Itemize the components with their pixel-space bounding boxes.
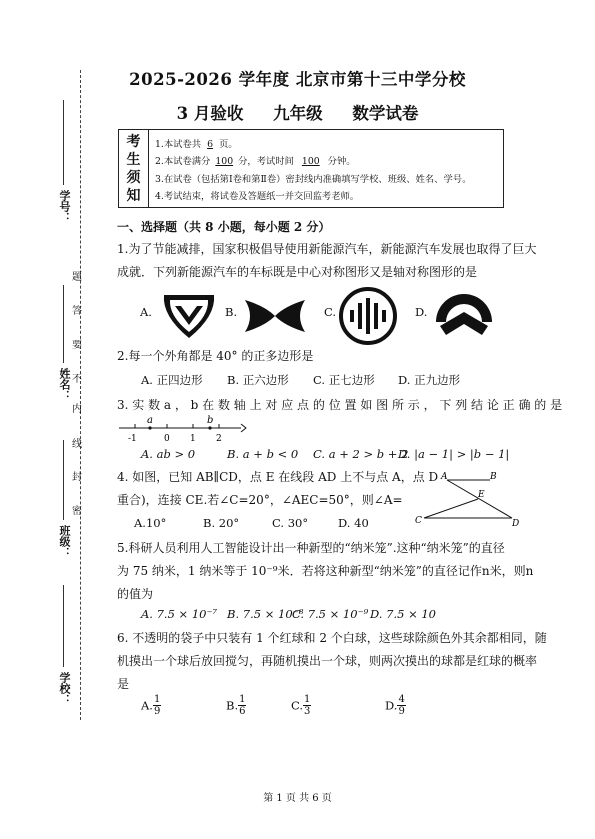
q2-option-d: D. 正九边形 xyxy=(398,373,461,387)
parallel-lines-figure xyxy=(412,470,522,528)
exam-title: 2025-2026 学年度 北京市第十三中学分校 xyxy=(129,70,466,89)
exam-subtitle xyxy=(0,100,595,124)
q2-option-c: C. 正七边形 xyxy=(313,373,375,387)
q1-option-a-label: A. xyxy=(140,305,152,319)
tick-label: 1 xyxy=(190,434,196,444)
q6-option-c: $C.\frac{1}{3}$ xyxy=(291,694,311,717)
q1-option-d-label: D. xyxy=(415,305,428,319)
notice-heading-char: 生 xyxy=(126,152,141,168)
q1-option-b-label: B. xyxy=(225,305,238,319)
notice-heading-char: 须 xyxy=(126,170,141,186)
seal-char: 密 xyxy=(72,506,82,517)
question-6-text-3: 是 xyxy=(117,677,130,691)
number-line-figure xyxy=(117,414,247,444)
tick-label: 2 xyxy=(216,434,222,444)
tick-label: -1 xyxy=(128,434,137,444)
seal-char: 封 xyxy=(72,472,82,483)
seal-char: 题 xyxy=(72,272,82,283)
notice-heading-char: 考 xyxy=(126,134,141,150)
class-label: 班级： xyxy=(58,525,71,558)
class-field[interactable] xyxy=(63,440,64,520)
seal-char: 答 xyxy=(72,306,82,317)
notice-line-2: 2.本试卷满分 100 分，考试时间 100 分钟。 xyxy=(155,156,356,168)
logo-circle-bars-icon xyxy=(338,286,398,346)
seal-line xyxy=(80,70,81,720)
seal-char: 要 xyxy=(72,340,82,351)
q5-option-d: D. 7.5 × 10 xyxy=(370,607,436,621)
figure-label-b: B xyxy=(490,472,497,482)
seal-char: 不 xyxy=(72,374,82,385)
q6-option-a: $A.\frac{1}{9}$ xyxy=(141,694,161,717)
q5-option-a: A. 7.5 × 10⁻⁷ xyxy=(141,607,218,621)
question-5-text-2: 为 75 纳米，1 纳米等于 10⁻⁹米．若将这种新型“纳米笼”的直径记作n米，则n xyxy=(117,564,534,578)
figure-label-d: D xyxy=(512,519,520,528)
point-a-label: a xyxy=(147,415,153,426)
question-4-text-2: 重合)，连接 CE.若∠C=20°，∠AEC=50°，则∠A= xyxy=(117,493,403,507)
name-field[interactable] xyxy=(63,285,64,363)
name-label: 姓名： xyxy=(58,368,71,401)
q6-option-d: $D.\frac{4}{9}$ xyxy=(385,694,405,717)
student-id-label: 学号： xyxy=(58,190,71,223)
figure-label-e: E xyxy=(478,490,485,500)
q3-option-a: A. ab > 0 xyxy=(141,447,196,461)
logo-shield-v-icon xyxy=(158,290,220,342)
q2-option-a: A. 正四边形 xyxy=(141,373,203,387)
figure-label-c: C xyxy=(415,516,422,526)
school-label: 学校： xyxy=(58,672,71,705)
q5-option-b: B. 7.5 × 10⁻⁸ xyxy=(227,607,304,621)
q3-option-b: B. a + b < 0 xyxy=(227,447,299,461)
question-6-text-2: 机摸出一个球后放回搅匀，再随机摸出一个球，则两次摸出的球都是红球的概率 xyxy=(117,654,538,668)
seal-char: 线 xyxy=(72,439,82,450)
q3-option-c: C. a + 2 > b + 2 xyxy=(313,447,409,461)
notice-heading xyxy=(119,130,149,207)
tick-label: 0 xyxy=(164,434,170,444)
seal-char: 内 xyxy=(72,404,82,415)
question-4-text-1: 4. 如图，已知 AB∥CD，点 E 在线段 AD 上不与点 A，点 D xyxy=(117,470,439,484)
page-number: 第 1 页 共 6 页 xyxy=(263,793,332,804)
question-5-text-1: 5.科研人员利用人工智能设计出一种新型的“纳米笼”.这种“纳米笼”的直径 xyxy=(117,541,505,555)
subtitle-subject: 数学试卷 xyxy=(352,104,419,123)
q3-option-d: D. |a − 1| > |b − 1| xyxy=(398,447,510,461)
q2-option-b: B. 正六边形 xyxy=(227,373,289,387)
question-1-text-2: 成就．下列新能源汽车的车标既是中心对称图形又是轴对称图形的是 xyxy=(117,265,478,279)
q4-option-d: D. 40 xyxy=(338,516,369,530)
subtitle-month: 3 月验收 xyxy=(176,104,244,123)
question-6-text-1: 6. 不透明的袋子中只装有 1 个红球和 2 个白球，这些球除颜色外其余都相同，随 xyxy=(117,631,547,645)
school-field[interactable] xyxy=(63,585,64,667)
question-1-text-1: 1.为了节能减排，国家积极倡导使用新能源汽车，新能源汽车发展也取得了巨大 xyxy=(117,242,537,256)
q4-option-c: C. 30° xyxy=(272,516,309,530)
notice-line-4: 4.考试结束，将试卷及答题纸一并交回监考老师。 xyxy=(155,190,360,202)
exam-notice-box xyxy=(118,129,504,208)
q4-option-b: B. 20° xyxy=(203,516,240,530)
question-5-text-3: 的值为 xyxy=(117,587,154,601)
q4-option-a: A.10° xyxy=(134,516,167,530)
logo-wings-icon xyxy=(243,296,307,336)
question-2-text: 2.每一个外角都是 40° 的正多边形是 xyxy=(117,349,314,363)
subtitle-grade: 九年级 xyxy=(273,104,323,123)
q6-option-b: $B.\frac{1}{6}$ xyxy=(226,694,246,717)
point-b-label: b xyxy=(207,415,214,426)
logo-nio-icon xyxy=(432,288,496,344)
q1-option-c-label: C. xyxy=(324,305,337,319)
notice-heading-char: 知 xyxy=(126,188,141,204)
section-heading: 一、选择题（共 8 小题，每小题 2 分） xyxy=(117,220,331,234)
q5-option-c: C. 7.5 × 10⁻⁹ xyxy=(292,607,369,621)
notice-line-1: 1.本试卷共 6 页。 xyxy=(155,139,238,150)
question-3-text: 3. 实 数 a ， b 在 数 轴 上 对 应 点 的 位 置 如 图 所 示 ， 下 列 结 论 正 确 的 是 xyxy=(117,398,563,412)
notice-line-3: 3.在试卷（包括第Ⅰ卷和第Ⅱ卷）密封线内准确填写学校、班级、姓名、学号。 xyxy=(155,173,472,185)
figure-label-a: A xyxy=(441,472,448,482)
